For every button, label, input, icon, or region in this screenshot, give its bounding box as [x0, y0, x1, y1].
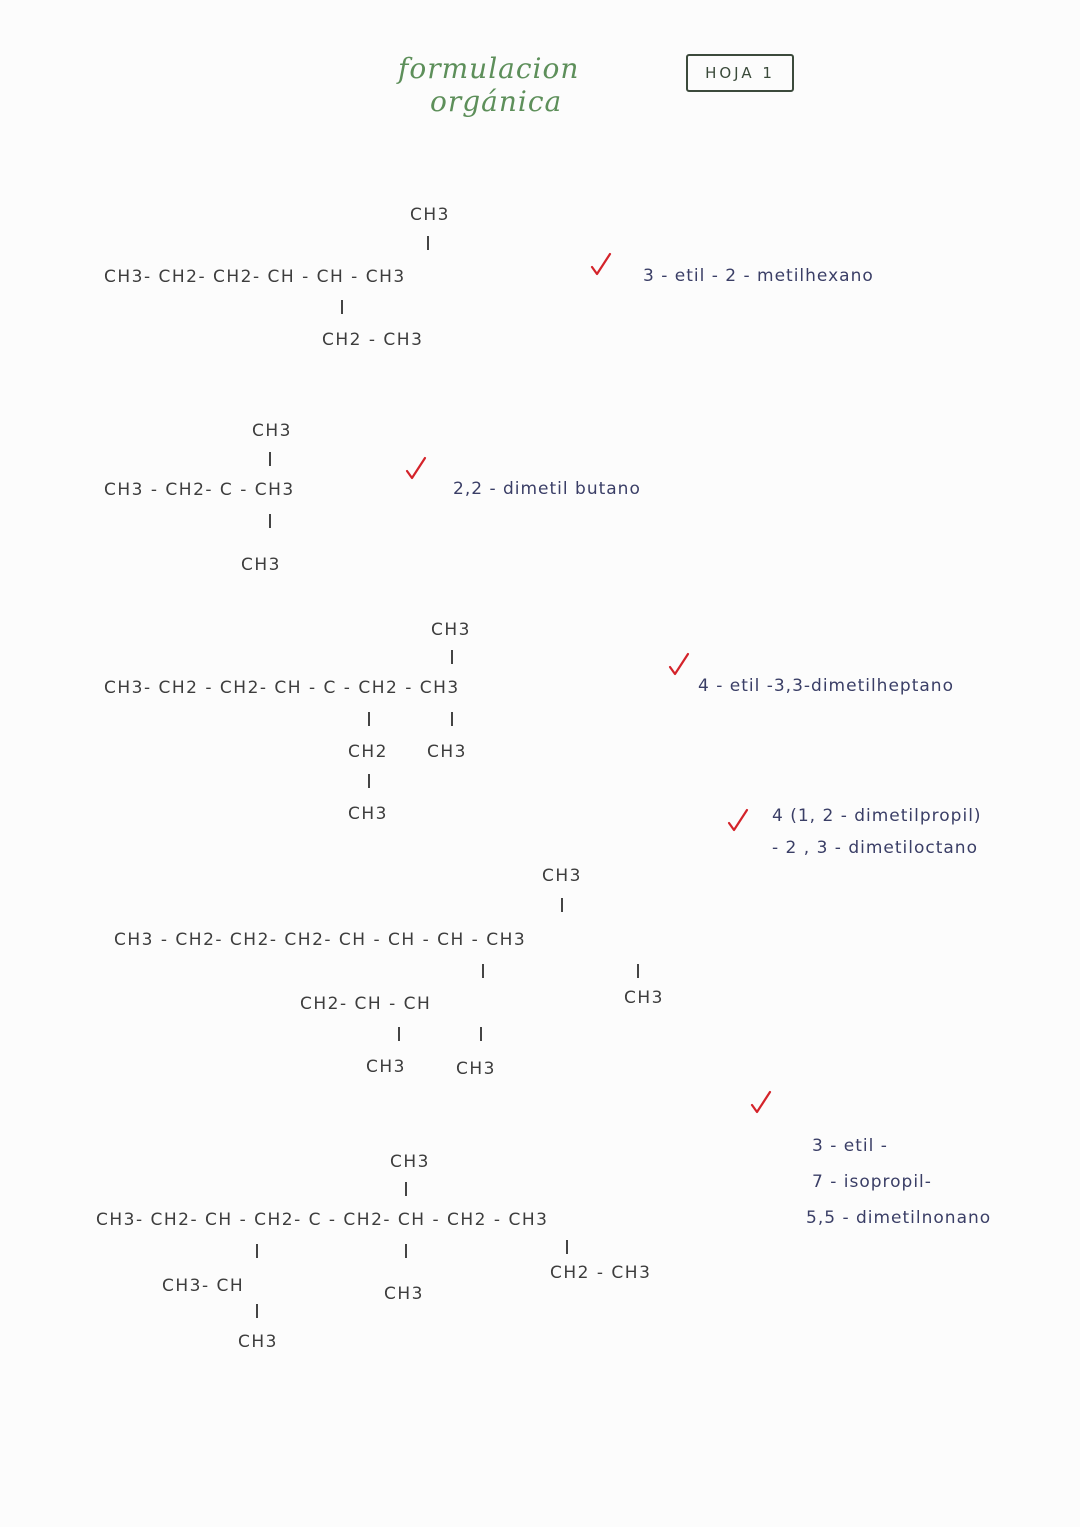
ex5-bond-right	[566, 1240, 568, 1254]
ex5-name-line2: 7 - isopropil-	[812, 1172, 932, 1192]
red-check-icon	[750, 1090, 772, 1116]
page-title-line1: formulacion	[398, 52, 580, 85]
ex4-main-chain: CH3 - CH2- CH2- CH2- CH - CH - CH - CH3	[114, 930, 527, 950]
red-check-icon	[405, 456, 427, 482]
ex5-left-branch: CH3- CH	[162, 1276, 245, 1296]
ex4-bond-sub-a	[398, 1027, 400, 1041]
ex3-name: 4 - etil -3,3-dimetilheptano	[698, 676, 954, 696]
red-check-icon	[590, 252, 612, 278]
ex1-name: 3 - etil - 2 - metilhexano	[643, 266, 874, 286]
ex5-right-branch: CH2 - CH3	[550, 1263, 652, 1283]
sheet-label: HOJA 1	[686, 54, 794, 92]
ex5-bond-top	[405, 1182, 407, 1196]
ex5-left-branch2: CH3	[238, 1332, 278, 1352]
ex2-bottom-group: CH3	[241, 555, 281, 575]
ex5-name-line3: 5,5 - dimetilnonano	[806, 1208, 992, 1228]
ex3-bond-a2	[368, 774, 370, 788]
ex4-sub-b: CH3	[456, 1059, 496, 1079]
red-check-icon	[668, 652, 690, 678]
ex3-branch-a: CH2	[348, 742, 388, 762]
red-check-icon	[727, 808, 749, 834]
ex4-sub-a: CH3	[366, 1057, 406, 1077]
ex4-sub-chain: CH2- CH - CH	[300, 994, 432, 1014]
ex5-main-chain: CH3- CH2- CH - CH2- C - CH2- CH - CH2 - CH3	[96, 1210, 549, 1230]
ex5-top-group: CH3	[390, 1152, 430, 1172]
ex3-branch-b: CH3	[427, 742, 467, 762]
ex5-bond-mid	[405, 1244, 407, 1258]
ex4-name-line2: - 2 , 3 - dimetiloctano	[772, 838, 978, 858]
ex4-top-group: CH3	[542, 866, 582, 886]
ex2-name: 2,2 - dimetil butano	[453, 479, 641, 499]
ex2-main-chain: CH3 - CH2- C - CH3	[104, 480, 295, 500]
ex3-top-group: CH3	[431, 620, 471, 640]
ex5-bond-left2	[256, 1304, 258, 1318]
ex4-right-branch: CH3	[624, 988, 664, 1008]
ex1-bond-top	[427, 236, 429, 250]
ex4-bond-right	[637, 964, 639, 978]
ex4-bond-top	[561, 898, 563, 912]
ex1-main-chain: CH3- CH2- CH2- CH - CH - CH3	[104, 267, 406, 287]
ex3-main-chain: CH3- CH2 - CH2- CH - C - CH2 - CH3	[104, 678, 460, 698]
ex2-top-group: CH3	[252, 421, 292, 441]
ex1-branch: CH2 - CH3	[322, 330, 424, 350]
ex5-bond-left	[256, 1244, 258, 1258]
page-title-line2: orgánica	[430, 85, 563, 118]
ex3-bond-top	[451, 650, 453, 664]
ex5-name-line1: 3 - etil -	[812, 1136, 888, 1156]
ex5-mid-bottom: CH3	[384, 1284, 424, 1304]
ex3-branch-a2: CH3	[348, 804, 388, 824]
ex2-bond-top	[269, 452, 271, 466]
ex4-bond-sub-b	[480, 1027, 482, 1041]
ex1-bond-bottom	[341, 300, 343, 314]
ex3-bond-b	[451, 712, 453, 726]
ex3-bond-a	[368, 712, 370, 726]
ex4-bond-sub	[482, 964, 484, 978]
ex1-top-group: CH3	[410, 205, 450, 225]
ex2-bond-bottom	[269, 514, 271, 528]
ex4-name-line1: 4 (1, 2 - dimetilpropil)	[772, 806, 982, 826]
